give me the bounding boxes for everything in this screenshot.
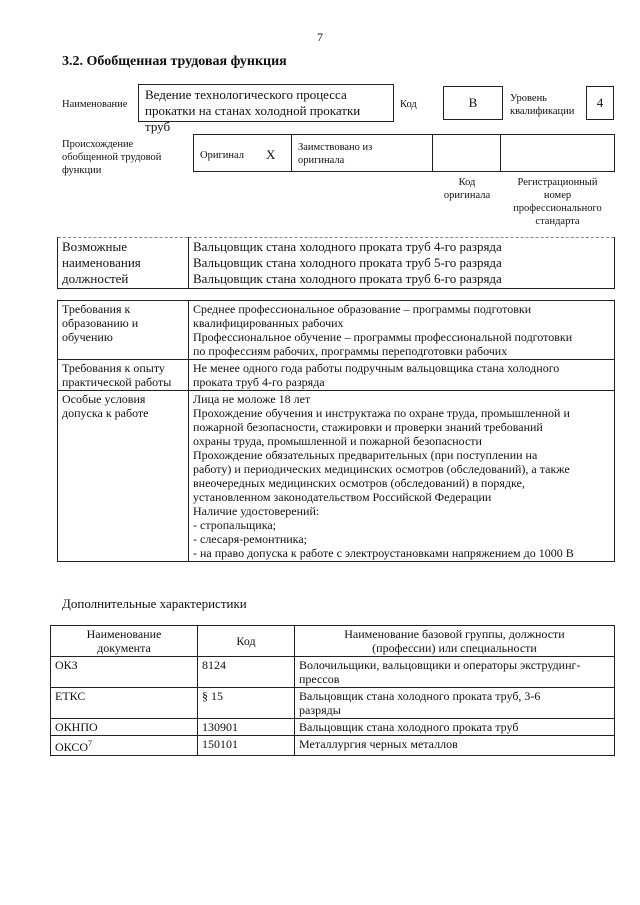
row-name: Вальцовщик стана холодного проката труб [295,719,615,736]
reg-number-caption: Регистрационный номер профессионального стандарта [513,177,602,227]
original-label: Оригинал [200,150,244,161]
table-row [51,688,615,719]
level-value-box: 4 [586,86,614,120]
code-label: Код [400,99,417,110]
additional-table [50,625,615,756]
requirements-row-special [58,391,615,562]
origin-label: Происхождение обобщенной трудовой функции [62,139,162,176]
position-item: Вальцовщик стана холодного проката труб 5-го разряда [193,255,502,270]
row-code: 130901 [198,719,295,736]
requirements-row-education [58,301,615,360]
original-mark: X [266,147,276,162]
header-doc: Наименование документа [51,626,198,657]
function-name-box [138,84,394,134]
footnote-mark: 7 [88,739,93,748]
divider [432,135,433,171]
requirement-text: Лица не моложе 18 лет Прохождение обучения и инструктажа по охране труда, промышленной и пожарной безопасности, стажировки и проверки знаний требований охраны труда, промышленной и пожарной безопасности Прохождение обязательных предварительных (при поступлении на работу) и периодических медицинских осмотров (обследований), а также внеочередных медицинских осмотров (обследований) в порядке, установленном законодательством Российской Федерации Наличие удостоверений: - стропальщика; - слесаря-ремонтника; - на право допуска к работе с электроустановками напряжением до 1000 В [189,391,615,562]
row-name: Волочильщики, вальцовщики и операторы экструдинг- прессов [295,657,615,688]
positions-list [189,238,615,289]
row-code: § 15 [198,688,295,719]
requirement-label: Особые условия допуска к работе [58,391,189,562]
name-label: Наименование [62,99,128,110]
function-name-line: Ведение технологического процесса [145,87,347,102]
row-code: 8124 [198,657,295,688]
level-label: Уровень квалификации [510,93,575,117]
row-doc: ОКЗ [51,657,198,688]
requirements-table [57,300,615,562]
header-name: Наименование базовой группы, должности (профессии) или специальности [295,626,615,657]
row-doc: ОКСО$^7$ [51,736,198,756]
row-doc: ЕТКС [51,688,198,719]
positions-label: Возможные наименования должностей [58,238,189,289]
section-title: 3.2. Обобщенная трудовая функция [62,54,287,69]
header-code: Код [198,626,295,657]
requirement-text: Не менее одного года работы подручным вальцовщика стана холодного проката труб 4-го разряда [189,360,615,391]
code-value-box: B [443,86,503,120]
position-item: Вальцовщик стана холодного проката труб 4-го разряда [193,239,502,254]
position-item: Вальцовщик стана холодного проката труб 6-го разряда [193,271,502,286]
row-name: Металлургия черных металлов [295,736,615,756]
divider [291,135,292,171]
function-name-line: прокатки на станах холодной прокатки труб [145,103,361,134]
origin-table [193,134,615,172]
borrowed-label: Заимствовано из оригинала [298,142,373,166]
additional-header-row [51,626,615,657]
table-row [51,736,615,756]
requirement-label: Требования к опыту практической работы [58,360,189,391]
requirement-text: Среднее профессиональное образование – программы подготовки квалифицированных рабочих Профессиональное обучение – программы профессиональной подготовки по профессиям рабочих, программы переподготовки рабочих [189,301,615,360]
requirements-row-experience [58,360,615,391]
requirement-label: Требования к образованию и обучению [58,301,189,360]
row-name: Вальцовщик стана холодного проката труб, 3-6 разряды [295,688,615,719]
additional-title: Дополнительные характеристики [62,596,247,611]
code-original-caption: Код оригинала [443,177,491,201]
table-row [51,719,615,736]
divider [500,135,501,171]
row-doc: ОКНПО [51,719,198,736]
row-code: 150101 [198,736,295,756]
positions-table [57,237,615,289]
page-number: 7 [317,30,323,44]
table-row [51,657,615,688]
